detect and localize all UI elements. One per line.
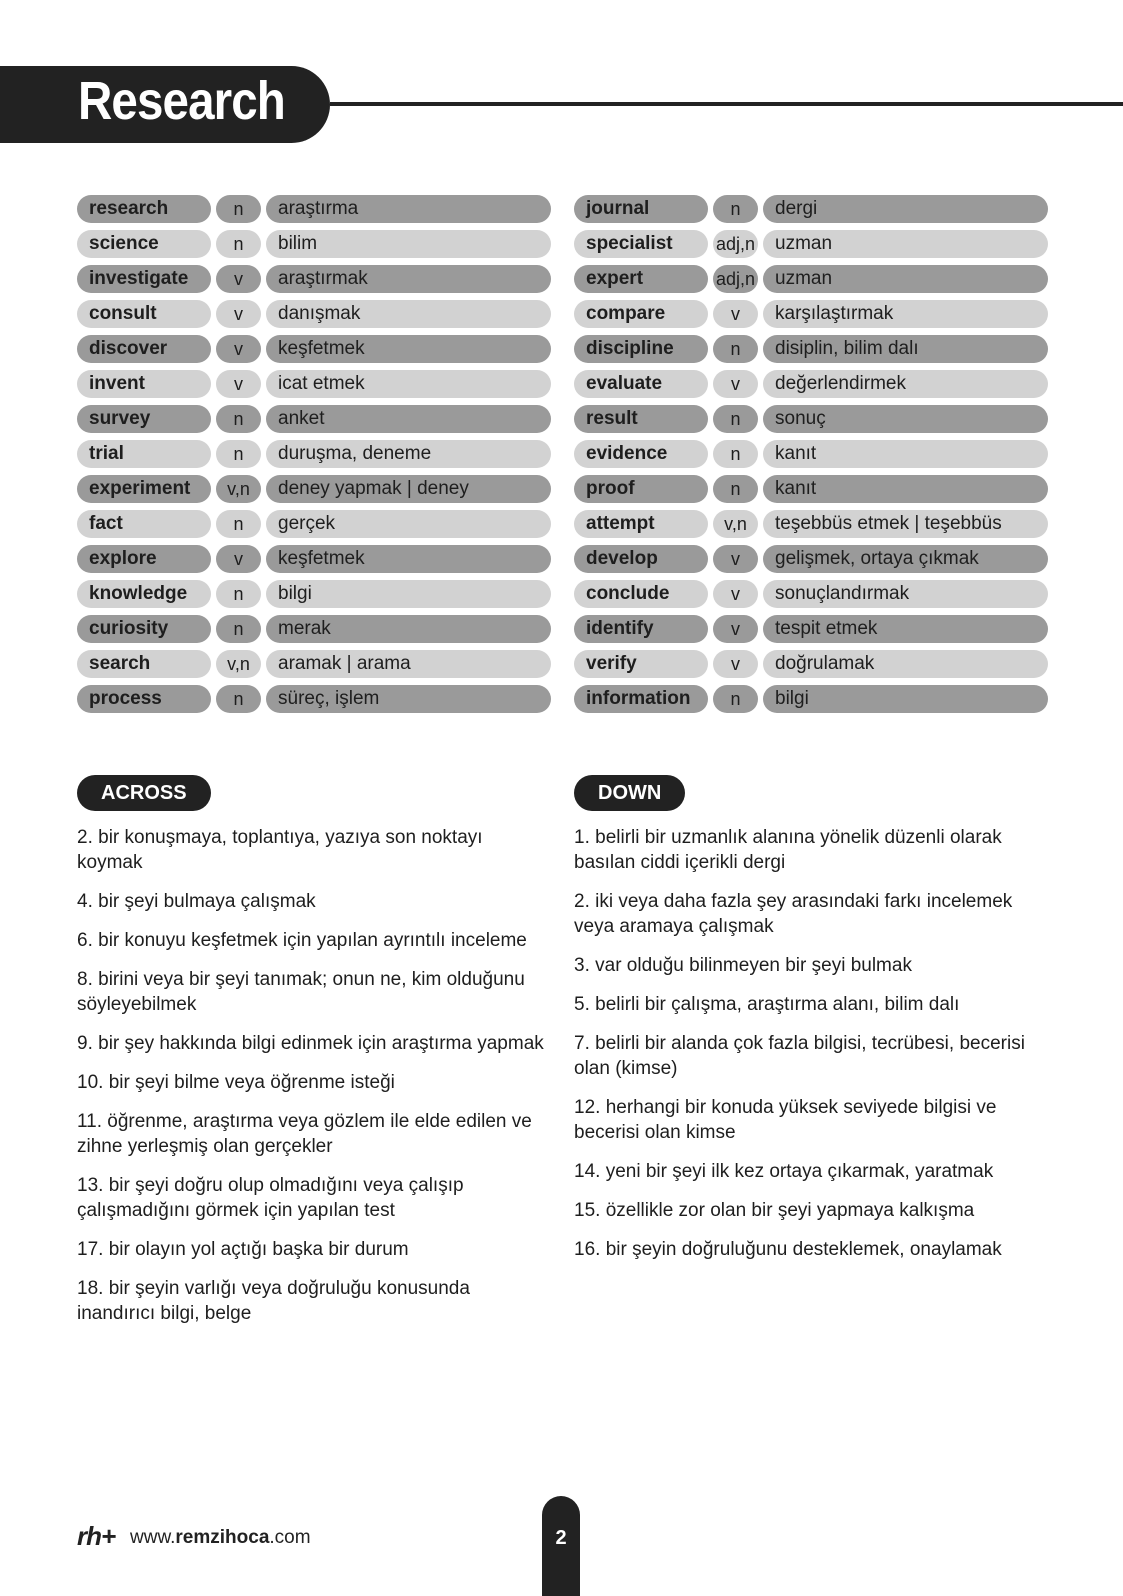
vocab-meaning: kanıt bbox=[763, 475, 1048, 503]
vocab-row bbox=[77, 405, 551, 433]
vocab-meaning: gelişmek, ortaya çıkmak bbox=[763, 545, 1048, 573]
vocab-word: conclude bbox=[574, 580, 708, 608]
vocab-pos: v bbox=[216, 265, 261, 293]
vocab-meaning: aramak | arama bbox=[266, 650, 551, 678]
vocab-word: attempt bbox=[574, 510, 708, 538]
vocab-meaning: tespit etmek bbox=[763, 615, 1048, 643]
vocab-pos: n bbox=[216, 195, 261, 223]
vocab-row bbox=[574, 300, 1048, 328]
vocab-pos: v,n bbox=[216, 475, 261, 503]
vocab-pos: v bbox=[713, 650, 758, 678]
vocab-meaning: bilgi bbox=[763, 685, 1048, 713]
down-clue: 7. belirli bir alanda çok fazla bilgisi, tecrübesi, becerisi olan (kimse) bbox=[574, 1033, 1025, 1079]
vocab-pos: adj,n bbox=[713, 230, 758, 258]
down-clue: 16. bir şeyin doğruluğunu desteklemek, onaylamak bbox=[574, 1239, 1002, 1260]
vocab-row bbox=[77, 335, 551, 363]
vocab-row bbox=[77, 510, 551, 538]
brand-logo: rh+ bbox=[77, 1521, 116, 1551]
vocab-word: result bbox=[574, 405, 708, 433]
vocab-word: develop bbox=[574, 545, 708, 573]
vocab-pos: n bbox=[216, 230, 261, 258]
vocab-table-right bbox=[574, 195, 1048, 720]
vocab-pos: n bbox=[713, 440, 758, 468]
vocab-row bbox=[77, 300, 551, 328]
vocab-word: proof bbox=[574, 475, 708, 503]
down-clue: 15. özellikle zor olan bir şeyi yapmaya kalkışma bbox=[574, 1200, 975, 1221]
vocab-row bbox=[574, 370, 1048, 398]
url-bold: remzihoca bbox=[175, 1527, 270, 1548]
vocab-row bbox=[574, 230, 1048, 258]
vocab-meaning: keşfetmek bbox=[266, 545, 551, 573]
vocab-meaning: uzman bbox=[763, 265, 1048, 293]
down-clue: 12. herhangi bir konuda yüksek seviyede bilgisi ve becerisi olan kimse bbox=[574, 1097, 997, 1143]
vocab-word: science bbox=[77, 230, 211, 258]
across-clue: 2. bir konuşmaya, toplantıya, yazıya son noktayı koymak bbox=[77, 827, 483, 873]
vocab-pos: v bbox=[713, 370, 758, 398]
vocab-word: discover bbox=[77, 335, 211, 363]
vocab-meaning: bilgi bbox=[266, 580, 551, 608]
vocab-pos: n bbox=[216, 615, 261, 643]
vocab-meaning: karşılaştırmak bbox=[763, 300, 1048, 328]
vocab-meaning: bilim bbox=[266, 230, 551, 258]
vocab-pos: v bbox=[216, 335, 261, 363]
vocab-word: curiosity bbox=[77, 615, 211, 643]
vocab-pos: v,n bbox=[713, 510, 758, 538]
vocab-pos: v bbox=[713, 545, 758, 573]
vocab-pos: v,n bbox=[216, 650, 261, 678]
vocab-word: experiment bbox=[77, 475, 211, 503]
vocab-meaning: teşebbüs etmek | teşebbüs bbox=[763, 510, 1048, 538]
vocab-row bbox=[574, 440, 1048, 468]
vocab-row bbox=[574, 510, 1048, 538]
vocab-row bbox=[77, 545, 551, 573]
across-section bbox=[77, 775, 547, 1340]
vocab-word: specialist bbox=[574, 230, 708, 258]
vocab-row bbox=[574, 580, 1048, 608]
vocab-meaning: kanıt bbox=[763, 440, 1048, 468]
vocab-meaning: değerlendirmek bbox=[763, 370, 1048, 398]
across-clue: 4. bir şeyi bulmaya çalışmak bbox=[77, 891, 316, 912]
down-section bbox=[574, 775, 1044, 1276]
vocab-row bbox=[574, 685, 1048, 713]
vocab-word: fact bbox=[77, 510, 211, 538]
vocab-pos: v bbox=[713, 300, 758, 328]
vocab-row bbox=[77, 580, 551, 608]
across-clue: 6. bir konuyu keşfetmek için yapılan ayrıntılı inceleme bbox=[77, 930, 527, 951]
vocab-pos: n bbox=[216, 440, 261, 468]
vocab-row bbox=[77, 230, 551, 258]
down-clue: 2. iki veya daha fazla şey arasındaki farkı incelemek veya aramaya çalışmak bbox=[574, 891, 1013, 937]
across-clue: 9. bir şey hakkında bilgi edinmek için araştırma yapmak bbox=[77, 1033, 544, 1054]
vocab-meaning: anket bbox=[266, 405, 551, 433]
vocab-word: explore bbox=[77, 545, 211, 573]
across-clue-list bbox=[77, 825, 547, 1326]
vocab-word: verify bbox=[574, 650, 708, 678]
vocab-row bbox=[574, 475, 1048, 503]
across-clue: 8. birini veya bir şeyi tanımak; onun ne, kim olduğunu söyleyebilmek bbox=[77, 969, 525, 1015]
vocab-word: trial bbox=[77, 440, 211, 468]
vocab-row bbox=[574, 265, 1048, 293]
title-rule bbox=[330, 102, 1123, 106]
down-clue-list bbox=[574, 825, 1044, 1262]
vocab-row bbox=[574, 545, 1048, 573]
vocab-word: discipline bbox=[574, 335, 708, 363]
vocab-word: expert bbox=[574, 265, 708, 293]
vocab-word: survey bbox=[77, 405, 211, 433]
vocab-pos: n bbox=[216, 510, 261, 538]
vocab-pos: v bbox=[216, 300, 261, 328]
url-prefix: www. bbox=[130, 1527, 176, 1548]
across-clue: 13. bir şeyi doğru olup olmadığını veya çalışıp çalışmadığını görmek için yapılan test bbox=[77, 1175, 464, 1221]
vocab-row bbox=[574, 650, 1048, 678]
vocab-word: evaluate bbox=[574, 370, 708, 398]
vocab-row bbox=[77, 615, 551, 643]
vocab-meaning: süreç, işlem bbox=[266, 685, 551, 713]
down-clue: 1. belirli bir uzmanlık alanına yönelik düzenli olarak basılan ciddi içerikli dergi bbox=[574, 827, 1002, 873]
across-label: ACROSS bbox=[77, 775, 211, 811]
vocab-meaning: deney yapmak | deney bbox=[266, 475, 551, 503]
vocab-row bbox=[77, 475, 551, 503]
vocab-row bbox=[574, 195, 1048, 223]
vocab-meaning: duruşma, deneme bbox=[266, 440, 551, 468]
page-number: 2 bbox=[555, 1527, 567, 1549]
url-suffix: .com bbox=[269, 1527, 311, 1548]
vocab-word: search bbox=[77, 650, 211, 678]
vocab-meaning: araştırmak bbox=[266, 265, 551, 293]
vocab-pos: n bbox=[713, 475, 758, 503]
vocab-word: knowledge bbox=[77, 580, 211, 608]
vocab-word: compare bbox=[574, 300, 708, 328]
vocab-word: investigate bbox=[77, 265, 211, 293]
vocab-pos: n bbox=[713, 195, 758, 223]
vocab-meaning: uzman bbox=[763, 230, 1048, 258]
vocab-meaning: dergi bbox=[763, 195, 1048, 223]
vocab-word: process bbox=[77, 685, 211, 713]
vocab-row bbox=[77, 440, 551, 468]
vocab-meaning: keşfetmek bbox=[266, 335, 551, 363]
vocab-pos: v bbox=[216, 545, 261, 573]
vocab-pos: n bbox=[713, 405, 758, 433]
across-clue: 18. bir şeyin varlığı veya doğruluğu konusunda inandırıcı bilgi, belge bbox=[77, 1278, 470, 1324]
vocab-row bbox=[77, 685, 551, 713]
vocab-row bbox=[77, 370, 551, 398]
down-clue: 3. var olduğu bilinmeyen bir şeyi bulmak bbox=[574, 955, 912, 976]
vocab-pos: n bbox=[216, 685, 261, 713]
vocab-row bbox=[574, 405, 1048, 433]
footer-url[interactable] bbox=[130, 1527, 311, 1549]
down-label: DOWN bbox=[574, 775, 685, 811]
vocab-pos: adj,n bbox=[713, 265, 758, 293]
vocab-word: information bbox=[574, 685, 708, 713]
down-clue: 14. yeni bir şeyi ilk kez ortaya çıkarmak, yaratmak bbox=[574, 1161, 994, 1182]
across-clue: 11. öğrenme, araştırma veya gözlem ile elde edilen ve zihne yerleşmiş olan gerçekler bbox=[77, 1111, 532, 1157]
vocab-meaning: disiplin, bilim dalı bbox=[763, 335, 1048, 363]
vocab-word: consult bbox=[77, 300, 211, 328]
across-clue: 10. bir şeyi bilme veya öğrenme isteği bbox=[77, 1072, 395, 1093]
vocab-word: evidence bbox=[574, 440, 708, 468]
vocab-pos: n bbox=[216, 405, 261, 433]
vocab-meaning: merak bbox=[266, 615, 551, 643]
vocab-pos: n bbox=[216, 580, 261, 608]
vocab-row bbox=[77, 195, 551, 223]
vocab-meaning: araştırma bbox=[266, 195, 551, 223]
vocab-table-left bbox=[77, 195, 551, 720]
vocab-word: journal bbox=[574, 195, 708, 223]
vocab-word: invent bbox=[77, 370, 211, 398]
vocab-pos: n bbox=[713, 685, 758, 713]
vocab-pos: v bbox=[713, 615, 758, 643]
page-title: Research bbox=[78, 71, 285, 131]
vocab-meaning: sonuçlandırmak bbox=[763, 580, 1048, 608]
across-clue: 17. bir olayın yol açtığı başka bir durum bbox=[77, 1239, 409, 1260]
vocab-meaning: gerçek bbox=[266, 510, 551, 538]
vocab-pos: v bbox=[713, 580, 758, 608]
vocab-meaning: icat etmek bbox=[266, 370, 551, 398]
vocab-row bbox=[77, 265, 551, 293]
vocab-meaning: doğrulamak bbox=[763, 650, 1048, 678]
vocab-word: identify bbox=[574, 615, 708, 643]
vocab-row bbox=[77, 650, 551, 678]
vocab-pos: n bbox=[713, 335, 758, 363]
vocab-pos: v bbox=[216, 370, 261, 398]
vocab-meaning: sonuç bbox=[763, 405, 1048, 433]
vocab-word: research bbox=[77, 195, 211, 223]
vocab-row bbox=[574, 335, 1048, 363]
down-clue: 5. belirli bir çalışma, araştırma alanı, bilim dalı bbox=[574, 994, 960, 1015]
vocab-row bbox=[574, 615, 1048, 643]
vocab-meaning: danışmak bbox=[266, 300, 551, 328]
